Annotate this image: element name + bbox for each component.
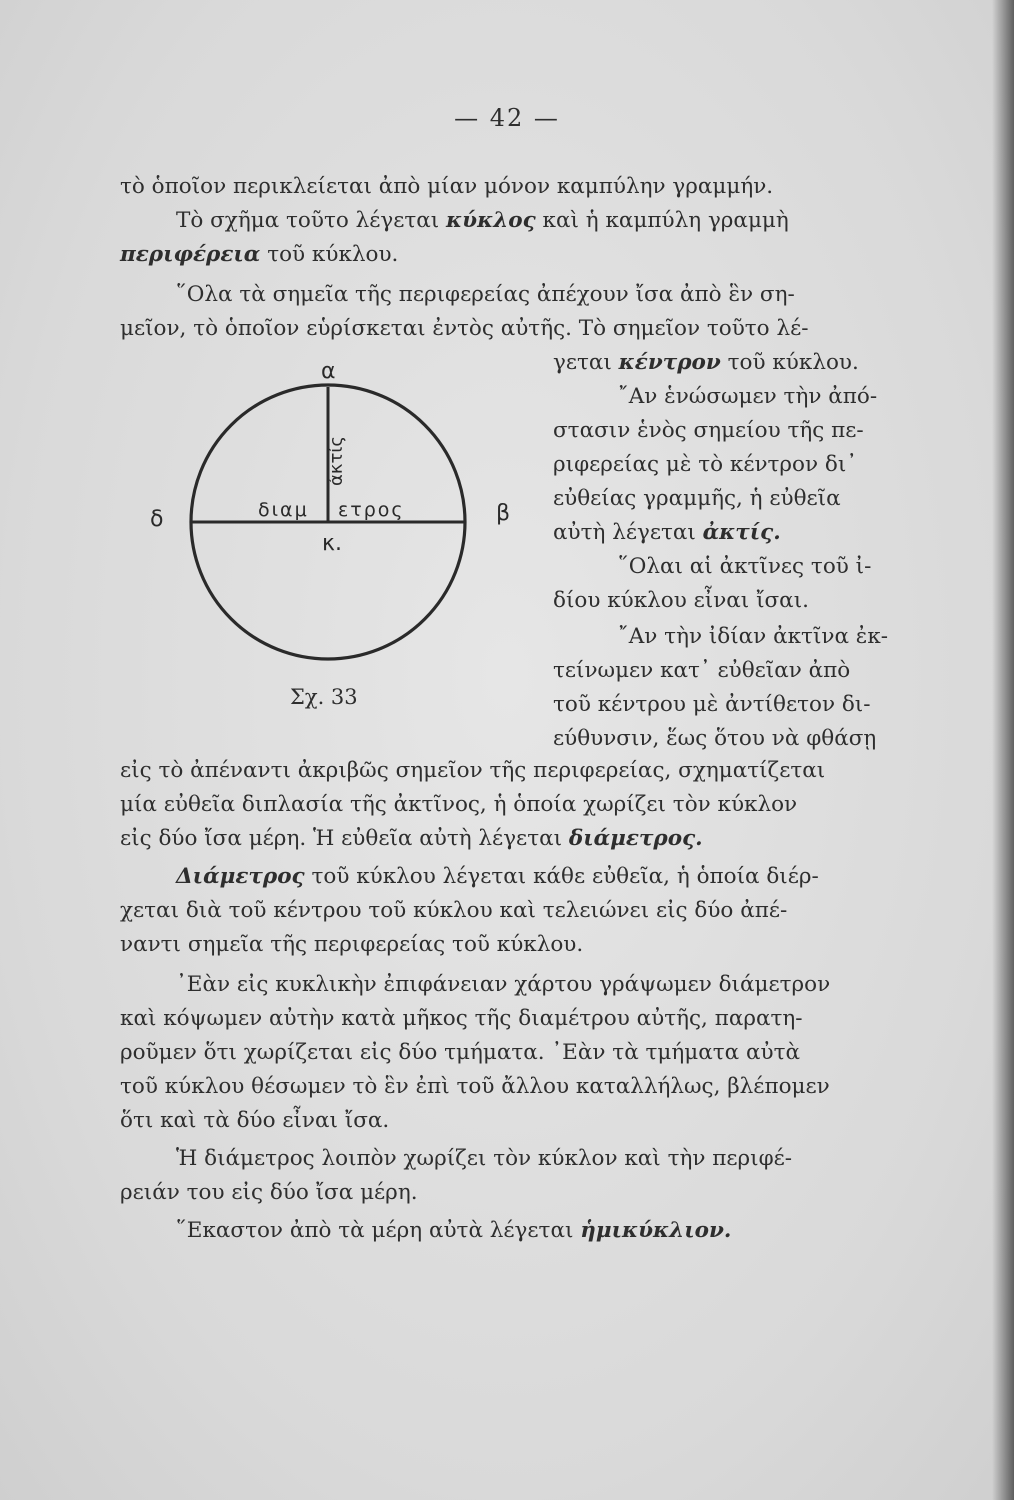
text-line — [618, 386, 877, 408]
label-radius: ἀκτίς — [326, 436, 347, 486]
emphasized-term: περιφέρεια — [120, 242, 261, 267]
emphasized-term: κέντρον — [618, 350, 721, 375]
text-run: ὅτι καὶ τὰ δύο εἶναι ἴσα. — [120, 1108, 390, 1133]
text-line — [120, 1182, 418, 1204]
text-run: καὶ κόψωμεν αὐτὴν κατὰ μῆκος τῆς διαμέτρου αὐτῆς, παρατη- — [120, 1006, 803, 1031]
text-run: ρειάν του εἰς δύο ἴσα μέρη. — [120, 1180, 418, 1205]
label-diameter-left: διαμ — [258, 499, 309, 521]
text-line — [120, 794, 797, 816]
text-line — [176, 1148, 792, 1170]
text-run: χεται διὰ τοῦ κέντρου τοῦ κύκλου καὶ τελειώνει εἰς δύο ἀπέ- — [120, 898, 788, 923]
text-line — [618, 626, 888, 648]
figure-caption: Σχ. 33 — [290, 685, 358, 709]
emphasized-term: ἀκτίς. — [702, 520, 781, 545]
text-line — [120, 828, 703, 850]
text-run: τοῦ κύκλου. — [260, 242, 399, 267]
text-run: Τὸ σχῆμα τοῦτο λέγεται — [176, 208, 447, 233]
text-line — [176, 866, 819, 888]
text-run: καὶ ἡ καμπύλη γραμμὴ — [535, 208, 789, 233]
text-run: γεται — [553, 350, 619, 375]
label-alpha: α — [321, 360, 336, 384]
text-line — [553, 522, 781, 544]
text-run: Ἡ διάμετρος λοιπὸν χωρίζει τὸν κύκλον καὶ τὴν περιφέ- — [176, 1146, 793, 1171]
text-run: ῞Ολα τὰ σημεῖα τῆς περιφερείας ἀπέχουν ἴσα ἀπὸ ἓν ση- — [176, 282, 795, 307]
text-run: ναντι σημεῖα τῆς περιφερείας τοῦ κύκλου. — [120, 932, 584, 957]
text-run: ῞Εκαστον ἀπὸ τὰ μέρη αὐτὰ λέγεται — [176, 1218, 581, 1243]
text-line — [120, 244, 398, 266]
text-line — [553, 488, 841, 510]
text-run: τὸ ὁποῖον περικλείεται ἀπὸ μίαν μόνον καμπύλην γραμμήν. — [120, 174, 774, 199]
page-edge-shadow — [992, 0, 1014, 1500]
text-line — [553, 660, 850, 682]
text-line — [176, 1220, 731, 1242]
text-run: εύθυνσιν, ἕως ὅτου νὰ φθάσῃ — [553, 726, 877, 751]
text-line — [120, 1042, 800, 1064]
text-line — [120, 1076, 830, 1098]
text-run: τοῦ κύκλου. — [720, 350, 859, 375]
emphasized-term: ἡμικύκλιον. — [580, 1218, 732, 1243]
emphasized-term: Διάμετρος — [176, 864, 305, 889]
label-center: κ. — [322, 531, 342, 556]
text-line — [176, 210, 789, 232]
text-run: τοῦ κύκλου λέγεται κάθε εὐθεῖα, ἡ ὁποία διέρ- — [304, 864, 819, 889]
text-run: ῞Ολαι αἱ ἀκτῖνες τοῦ ἰ- — [618, 554, 872, 579]
text-run: εὐθείας γραμμῆς, ἡ εὐθεῖα — [553, 486, 841, 511]
text-line — [553, 694, 871, 716]
label-diameter-right: ετρος — [338, 499, 405, 521]
text-run: μία εὐθεῖα διπλασία τῆς ἀκτῖνος, ἡ ὁποία χωρίζει τὸν κύκλον — [120, 792, 798, 817]
label-delta: δ — [150, 507, 164, 532]
text-line — [176, 284, 795, 306]
text-line — [176, 974, 830, 996]
text-run: ῎Αν ἑνώσωμεν τὴν ἀπό- — [618, 384, 878, 409]
text-line — [553, 420, 864, 442]
text-run: αὐτὴ λέγεται — [553, 520, 703, 545]
text-run: ᾿Εὰν εἰς κυκλικὴν ἐπιφάνειαν χάρτου γράψωμεν διάμετρον — [176, 972, 831, 997]
text-line — [553, 590, 809, 612]
text-run: στασιν ἑνὸς σημείου τῆς πε- — [553, 418, 864, 443]
text-run: ριφερείας μὲ τὸ κέντρον δι᾿ — [553, 452, 858, 477]
text-run: εἰς τὸ ἀπέναντι ἀκριβῶς σημεῖον τῆς περιφερείας, σχηματίζεται — [120, 758, 826, 783]
text-line — [120, 760, 825, 782]
page-number: — 42 — — [454, 104, 560, 132]
text-run: τοῦ κέντρου μὲ ἀντίθετον δι- — [553, 692, 871, 717]
text-line — [120, 1110, 389, 1132]
text-line — [618, 556, 871, 578]
circle-diagram — [140, 360, 540, 710]
text-line — [120, 318, 808, 340]
text-line — [553, 454, 857, 476]
text-run: δίου κύκλου εἶναι ἴσαι. — [553, 588, 809, 613]
label-beta: β — [496, 501, 511, 526]
text-line — [120, 934, 583, 956]
text-line — [120, 1008, 803, 1030]
text-run: εἰς δύο ἴσα μέρη. Ἡ εὐθεῖα αὐτὴ λέγεται — [120, 826, 569, 851]
text-line — [553, 352, 859, 374]
text-run: ῎Αν τὴν ἰδίαν ἀκτῖνα ἐκ- — [618, 624, 889, 649]
text-run: ροῦμεν ὅτι χωρίζεται εἰς δύο τμήματα. ᾿Εὰν τὰ τμήματα αὐτὰ — [120, 1040, 801, 1065]
text-run: τοῦ κύκλου θέσωμεν τὸ ἓν ἐπὶ τοῦ ἄλλου καταλλήλως, βλέπομεν — [120, 1074, 830, 1099]
text-run: μεῖον, τὸ ὁποῖον εὑρίσκεται ἐντὸς αὐτῆς. Τὸ σημεῖον τοῦτο λέ- — [120, 316, 809, 341]
text-line — [120, 176, 773, 198]
text-run: τείνωμεν κατ᾿ εὐθεῖαν ἀπὸ — [553, 658, 851, 683]
emphasized-term: κύκλος — [446, 208, 536, 233]
text-line — [553, 728, 876, 750]
text-line — [120, 900, 787, 922]
emphasized-term: διάμετρος. — [568, 826, 703, 851]
